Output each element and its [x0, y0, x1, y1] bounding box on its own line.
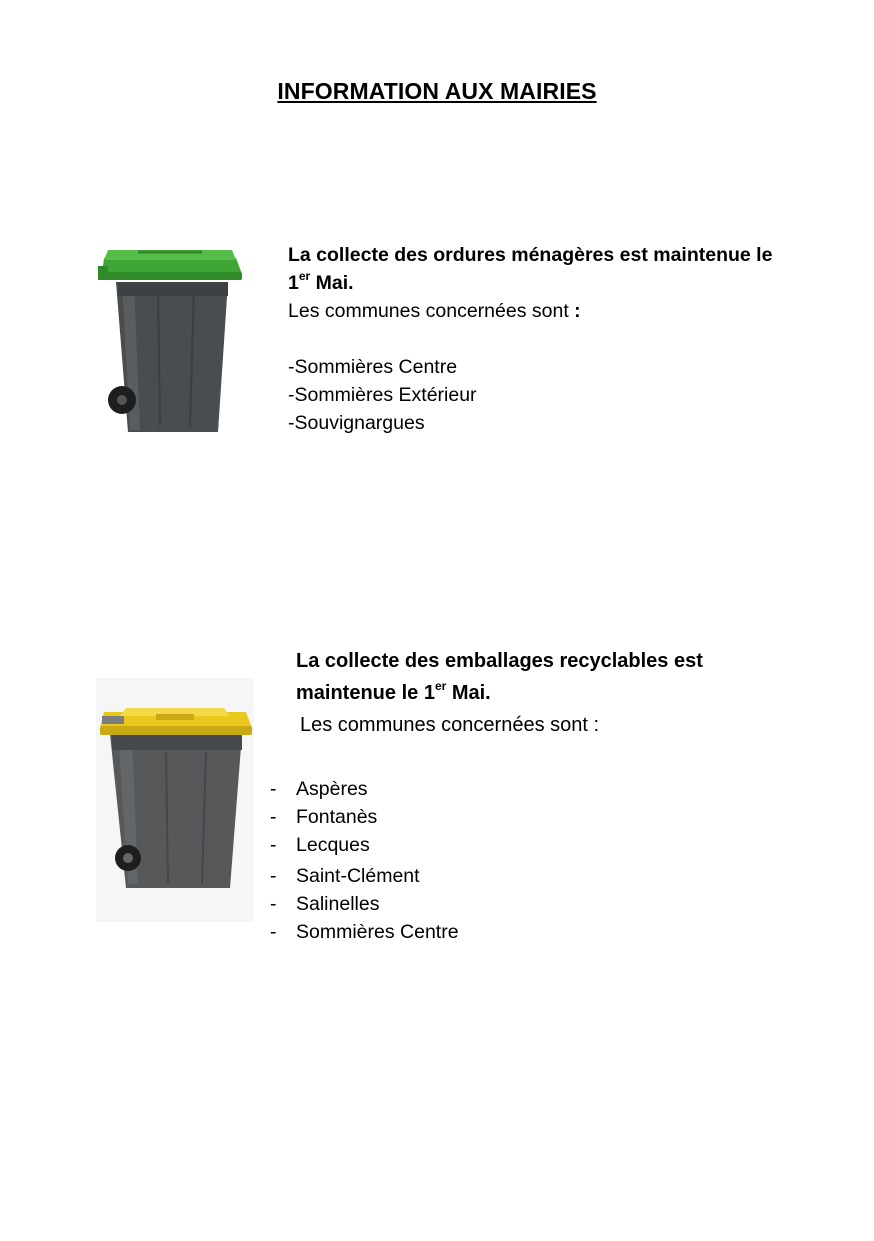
emballages-intro: Les communes concernées sont :	[300, 714, 600, 736]
emballages-heading	[296, 645, 816, 709]
emballages-heading-sup: er	[434, 679, 447, 693]
list-item: - Salinelles	[270, 893, 380, 915]
commune-name: Aspères	[296, 778, 368, 800]
commune-name: Sommières Centre	[296, 921, 459, 943]
yellow-lid-wheelie-bin-icon	[96, 678, 254, 922]
emballages-heading-end: Mai.	[446, 682, 491, 704]
ordures-intro	[288, 297, 828, 325]
list-item: - Saint-Clément	[270, 865, 420, 887]
ordures-heading	[288, 241, 828, 297]
page-title: INFORMATION AUX MAIRIES	[277, 78, 597, 104]
ordures-heading-text: La collecte des ordures ménagères est maintenue le	[288, 244, 773, 266]
emballages-section	[296, 645, 816, 741]
commune-name: Fontanès	[296, 806, 378, 828]
ordures-commune-item: -Sommières Extérieur	[288, 384, 477, 406]
ordures-heading-num: 1	[288, 272, 299, 294]
ordures-heading-end: Mai.	[310, 272, 354, 294]
green-lid-wheelie-bin-icon	[98, 240, 246, 440]
list-item: - Aspères	[270, 778, 368, 800]
ordures-heading-sup: er	[298, 269, 311, 283]
ordures-intro-colon: :	[574, 300, 581, 322]
commune-name: Saint-Clément	[296, 865, 420, 887]
ordures-intro-text: Les communes concernées sont	[288, 300, 575, 322]
emballages-commune-list	[270, 775, 459, 946]
ordures-commune-item: -Souvignargues	[288, 412, 425, 434]
emballages-heading-text2: maintenue le 1	[296, 682, 435, 704]
commune-name: Salinelles	[296, 893, 380, 915]
list-item: - Fontanès	[270, 806, 378, 828]
list-item: - Lecques	[270, 834, 370, 856]
emballages-heading-text: La collecte des emballages recyclables est	[296, 650, 703, 672]
list-item: - Sommières Centre	[270, 921, 459, 943]
commune-name: Lecques	[296, 834, 370, 856]
ordures-section	[288, 241, 828, 437]
ordures-commune-item: -Sommières Centre	[288, 356, 458, 378]
